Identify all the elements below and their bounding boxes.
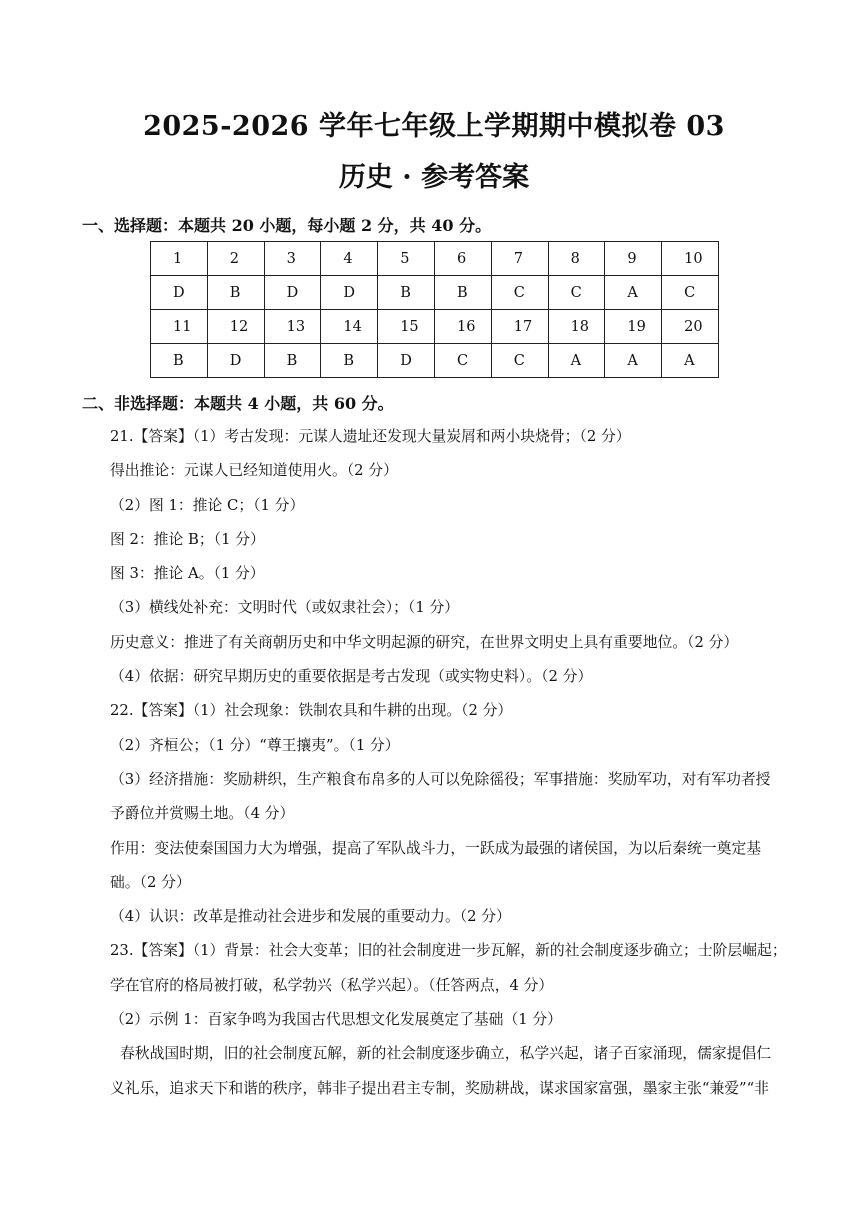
table-cell: 6 [434, 242, 491, 276]
table-cell: 5 [378, 242, 435, 276]
answer-line: （2）示例 1：百家争鸣为我国古代思想文化发展奠定了基础（1 分） [110, 1011, 562, 1029]
answer-text-block [110, 420, 790, 1106]
table-cell: B [207, 276, 264, 310]
answer-line: 义礼乐，追求天下和谐的秩序，韩非子提出君主专制，奖励耕战，谋求国家富强，墨家主张“兼爱”“非 [110, 1079, 769, 1097]
table-cell: 18 [548, 310, 605, 344]
table-cell: C [491, 276, 548, 310]
answer-line: （2）图 1：推论 C；（1 分） [110, 496, 305, 514]
answer-line: 历史意义：推进了有关商朝历史和中华文明起源的研究，在世界文明史上具有重要地位。（2 分） [110, 633, 739, 651]
table-row [151, 276, 719, 310]
answer-line: 得出推论：元谋人已经知道使用火。（2 分） [110, 462, 398, 480]
answer-line: 22.【答案】（1）社会现象：铁制农具和牛耕的出现。（2 分） [110, 702, 513, 720]
table-cell: 15 [378, 310, 435, 344]
answer-line: 础。（2 分） [110, 873, 191, 891]
table-cell: A [662, 344, 719, 378]
answer-line: 学在官府的格局被打破，私学勃兴（私学兴起）。（任答两点，4 分） [110, 976, 554, 994]
table-cell: B [378, 276, 435, 310]
answer-line: （4）依据：研究早期历史的重要依据是考古发现（或实物史料）。（2 分） [110, 668, 593, 686]
table-cell: 9 [605, 242, 662, 276]
table-cell: D [151, 276, 208, 310]
table-cell: C [434, 344, 491, 378]
table-cell: A [548, 344, 605, 378]
table-cell: B [264, 344, 321, 378]
table-row [151, 310, 719, 344]
answer-line: 春秋战国时期，旧的社会制度瓦解，新的社会制度逐步确立，私学兴起，诸子百家涌现，儒家提倡仁 [120, 1045, 772, 1063]
table-cell: A [605, 276, 662, 310]
table-cell: 3 [264, 242, 321, 276]
table-row [151, 242, 719, 276]
table-cell: 11 [151, 310, 208, 344]
table-cell: 8 [548, 242, 605, 276]
answer-line: 21.【答案】（1）考古发现：元谋人遗址还发现大量炭屑和两小块烧骨；（2 分） [110, 428, 631, 445]
table-cell: 10 [662, 242, 719, 276]
answer-line: （2）齐桓公；（1 分）“尊王攘夷”。（1 分） [110, 736, 400, 754]
table-cell: A [605, 344, 662, 378]
table-cell: D [264, 276, 321, 310]
table-cell: 14 [321, 310, 378, 344]
answer-line: （3）经济措施：奖励耕织，生产粮食布帛多的人可以免除徭役；军事措施：奖励军功，对有军功者授 [110, 770, 771, 788]
table-cell: D [207, 344, 264, 378]
answer-line: （3）横线处补充：文明时代（或奴隶社会）；（1 分） [110, 599, 460, 617]
table-row [151, 344, 719, 378]
table-cell: 13 [264, 310, 321, 344]
table-cell: D [378, 344, 435, 378]
section-1-heading: 一、选择题：本题共 20 小题，每小题 2 分，共 40 分。 [82, 216, 492, 235]
table-cell: 1 [151, 242, 208, 276]
table-cell: C [662, 276, 719, 310]
table-cell: 17 [491, 310, 548, 344]
table-cell: D [321, 276, 378, 310]
table-cell: 20 [662, 310, 719, 344]
table-cell: 4 [321, 242, 378, 276]
table-cell: C [491, 344, 548, 378]
table-cell: B [434, 276, 491, 310]
answer-table [150, 241, 719, 378]
table-cell: B [321, 344, 378, 378]
answer-line: 作用：变法使秦国国力大为增强，提高了军队战斗力，一跃成为最强的诸侯国，为以后秦统一奠定基 [110, 839, 762, 857]
table-cell: B [151, 344, 208, 378]
answer-line: 23.【答案】（1）背景：社会大变革；旧的社会制度进一步瓦解，新的社会制度逐步确立；士阶层崛起； [110, 942, 787, 960]
answer-line: （4）认识：改革是推动社会进步和发展的重要动力。（2 分） [110, 908, 511, 926]
table-cell: 19 [605, 310, 662, 344]
answer-line: 图 3：推论 A。（1 分） [110, 565, 265, 583]
table-cell: 2 [207, 242, 264, 276]
section-2-heading: 二、非选择题：本题共 4 小题，共 60 分。 [82, 394, 394, 413]
table-cell: 16 [434, 310, 491, 344]
page-subtitle: 历史 · 参考答案 [338, 162, 530, 193]
answer-line: 予爵位并赏赐土地。（4 分） [110, 805, 295, 823]
table-cell: 7 [491, 242, 548, 276]
table-cell: 12 [207, 310, 264, 344]
answer-line: 图 2：推论 B；（1 分） [110, 530, 265, 548]
page-title: 2025-2026 学年七年级上学期期中模拟卷 03 [143, 111, 725, 142]
table-cell: C [548, 276, 605, 310]
